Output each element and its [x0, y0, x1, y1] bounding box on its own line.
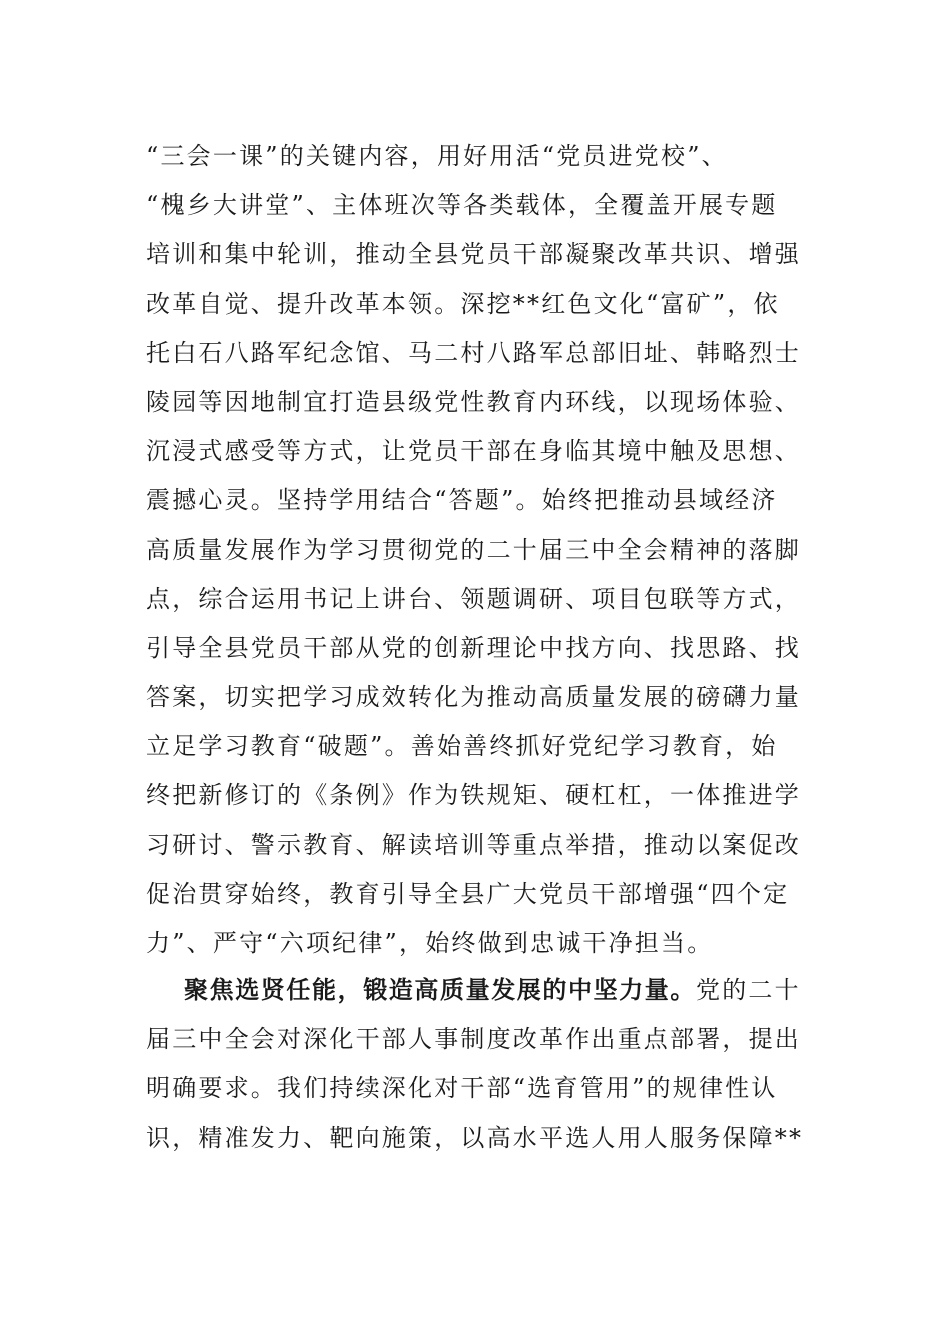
text-line: “三会一课”的关键内容，用好用活“党员进党校”、	[146, 142, 728, 170]
text-line: 改革自觉、提升改革本领。深挖**红色文化“富矿”，依	[146, 289, 780, 318]
text-line: 力”、严守“六项纪律”，始终做到忠诚干净担当。	[146, 929, 714, 957]
text-line: 引导全县党员干部从党的创新理论中找方向、找思路、找	[146, 633, 801, 662]
text-line: 托白石八路军纪念馆、马二村八路军总部旧址、韩略烈士	[146, 338, 801, 367]
text-run: 党的二十	[696, 976, 801, 1004]
text-line: “槐乡大讲堂”、主体班次等各类载体，全覆盖开展专题	[146, 191, 778, 220]
paragraph-first-line	[146, 966, 811, 1015]
text-line: 点，综合运用书记上讲台、领题调研、项目包联等方式，	[146, 584, 801, 613]
text-line: 震撼心灵。坚持学用结合“答题”。始终把推动县域经济	[146, 486, 778, 515]
text-line: 陵园等因地制宜打造县级党性教育内环线，以现场体验、	[146, 387, 801, 416]
text-line: 识，精准发力、靶向施策，以高水平选人用人服务保障**	[146, 1123, 804, 1152]
body-paragraph	[146, 966, 811, 1163]
text-line: 沉浸式感受等方式，让党员干部在身临其境中触及思想、	[146, 437, 801, 466]
text-line: 高质量发展作为学习贯彻党的二十届三中全会精神的落脚	[146, 535, 801, 564]
text-line: 明确要求。我们持续深化对干部“选育管用”的规律性认	[146, 1074, 778, 1103]
text-line: 立足学习教育“破题”。善始善终抓好党纪学习教育，始	[146, 732, 778, 761]
text-line: 促治贯穿始终，教育引导全县广大党员干部增强“四个定	[146, 879, 790, 908]
text-line: 答案，切实把学习成效转化为推动高质量发展的磅礴力量	[146, 683, 801, 712]
text-line: 届三中全会对深化干部人事制度改革作出重点部署，提出	[146, 1025, 801, 1054]
text-line: 终把新修订的《条例》作为铁规矩、硬杠杠，一体推进学	[146, 781, 801, 810]
body-paragraph	[146, 132, 811, 968]
bold-heading-phrase: 聚焦选贤任能，锻造高质量发展的中坚力量。	[184, 976, 696, 1004]
text-line: 培训和集中轮训，推动全县党员干部凝聚改革共识、增强	[146, 240, 801, 269]
text-line: 习研讨、警示教育、解读培训等重点举措，推动以案促改	[146, 830, 801, 859]
